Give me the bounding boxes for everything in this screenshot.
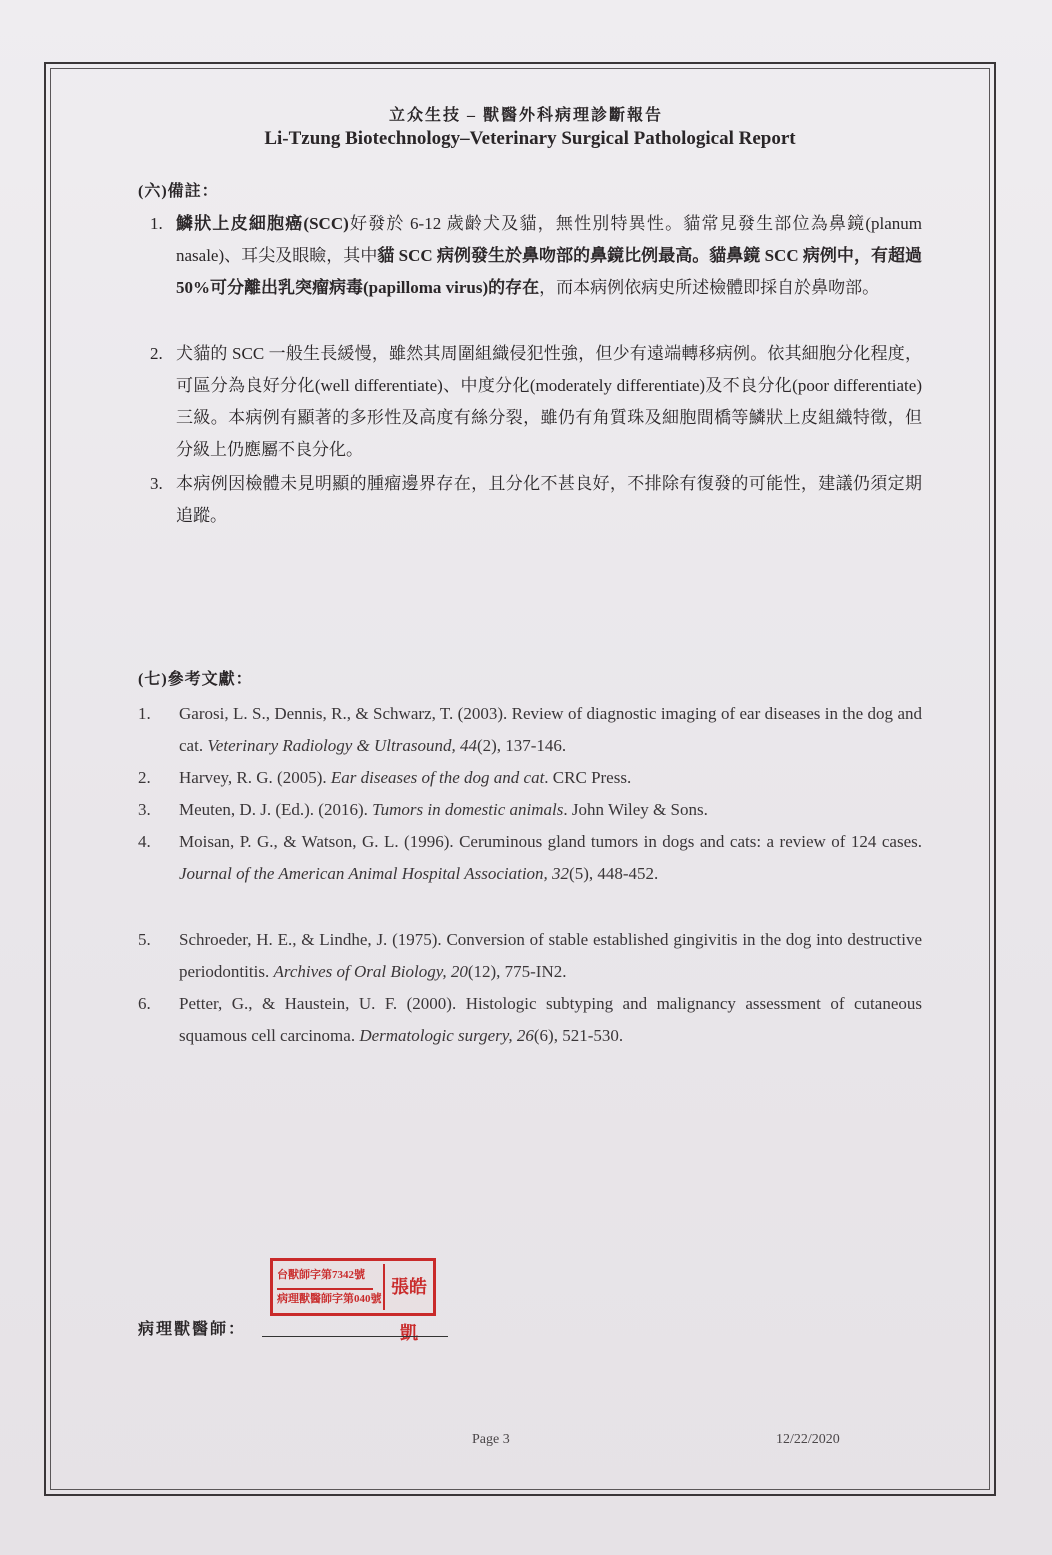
reference-number: 5.: [138, 930, 151, 949]
remark-bold-statement: 貓 SCC 病例發生於鼻吻部的鼻鏡比例最高。貓鼻鏡 SCC 病例中，有超過 50%可分離出乳突瘤病毒(papilloma virus)的存在: [176, 246, 923, 297]
reference-journal: Journal of the American Animal Hospital Association, 32: [179, 864, 570, 883]
reference-item-6: [138, 988, 922, 1052]
reference-text: [179, 988, 922, 1052]
pathologist-seal-stamp: [270, 1258, 436, 1343]
reference-authors: Garosi, L. S., Dennis, R., & Schwarz, T. (2003). Review of diagnostic imaging of ear diseases in the dog and cat.: [179, 704, 922, 755]
reference-authors: Schroeder, H. E., & Lindhe, J. (1975). Conversion of stable established gingivitis in the dog into destructive periodontitis.: [179, 930, 922, 981]
reference-authors: Petter, G., & Haustein, U. F. (2000). Histologic subtyping and malignancy assessment of cutaneous squamous cell carcinoma.: [179, 994, 922, 1045]
reference-authors: Harvey, R. G. (2005).: [179, 768, 331, 787]
reference-pages: . John Wiley & Sons.: [563, 800, 708, 819]
signature-line: [262, 1336, 448, 1337]
signature-label: 病理獸醫師：: [138, 1321, 247, 1338]
reference-number: 6.: [138, 994, 151, 1013]
remark-text: 犬貓的 SCC 一般生長緩慢，雖然其周圍組織侵犯性強，但少有遠端轉移病例。依其細胞分化程度，可區分為良好分化(well differentiate)、中度分化(moderately differentiate)及不良分化(poor differentiate)三級。本病例有顯著的多形性及高度有絲分裂，雖仍有角質珠及細胞間橋等鱗狀上皮組織特徵，但分級上仍應屬不良分化。: [176, 344, 922, 459]
reference-item-4: [138, 826, 922, 890]
remark-text: 本病例因檢體未見明顯的腫瘤邊界存在，且分化不甚良好，不排除有復發的可能性，建議仍須定期追蹤。: [176, 474, 922, 525]
reference-item-2: [138, 762, 922, 794]
reference-item-1: [138, 698, 922, 762]
page-number: Page 3: [472, 1432, 510, 1447]
reference-number: 1.: [138, 704, 151, 723]
reference-number: 4.: [138, 832, 151, 851]
remark-item-1: [150, 208, 922, 304]
report-date: 12/22/2020: [776, 1432, 840, 1447]
remark-item-3: [150, 468, 922, 532]
reference-pages: . CRC Press.: [544, 768, 632, 787]
reference-pages: (12), 775-IN2.: [467, 962, 567, 981]
reference-text: [179, 794, 922, 826]
stamp-name: 張皓凱: [383, 1264, 433, 1310]
reference-journal: Archives of Oral Biology, 20: [273, 962, 468, 981]
remark-text-part: ，而本病例依病史所述檢體即採自於鼻吻部。: [539, 278, 880, 297]
remarks-heading: (六)備註：: [138, 183, 219, 200]
reference-journal: Tumors in domestic animals: [372, 800, 564, 819]
reference-authors: Moisan, P. G., & Watson, G. L. (1996). Ceruminous gland tumors in dogs and cats: a review of 124 cases.: [179, 832, 922, 851]
remark-number: 1.: [150, 214, 163, 233]
reference-pages: (5), 448-452.: [569, 864, 659, 883]
reference-journal: Veterinary Radiology & Ultrasound, 44: [207, 736, 477, 755]
reference-text: [179, 924, 922, 988]
remark-bold-term: 鱗狀上皮細胞癌(SCC): [176, 214, 349, 233]
remark-item-2: [150, 338, 922, 466]
reference-pages: (2), 137-146.: [476, 736, 567, 755]
reference-item-3: [138, 794, 922, 826]
reference-pages: (6), 521-530.: [533, 1026, 624, 1045]
reference-text: [179, 698, 922, 762]
references-heading: (七)參考文獻：: [138, 671, 253, 688]
stamp-license-line: 台獸師字第7342號: [277, 1269, 365, 1281]
reference-text: [179, 762, 922, 794]
remark-number: 2.: [150, 344, 163, 363]
reference-journal: Ear diseases of the dog and cat: [330, 768, 545, 787]
reference-number: 3.: [138, 800, 151, 819]
reference-authors: Meuten, D. J. (Ed.). (2016).: [179, 800, 373, 819]
reference-text: [179, 826, 922, 890]
reference-journal: Dermatologic surgery, 26: [359, 1026, 534, 1045]
report-title-english: Li-Tzung Biotechnology–Veterinary Surgical Pathological Report: [264, 128, 796, 149]
remark-text: [176, 208, 922, 304]
remark-number: 3.: [150, 474, 163, 493]
reference-item-5: [138, 924, 922, 988]
stamp-license-line: 病理獸醫師字第040號: [277, 1293, 382, 1305]
reference-number: 2.: [138, 768, 151, 787]
remark-text-part: 好發於 6-12 歲齡犬及貓，無性別特異性。貓常見發生部位為鼻鏡(planum nasale)、耳尖及眼瞼，其中: [176, 214, 922, 265]
report-title-chinese: 立众生技 – 獸醫外科病理診斷報告: [388, 107, 663, 124]
